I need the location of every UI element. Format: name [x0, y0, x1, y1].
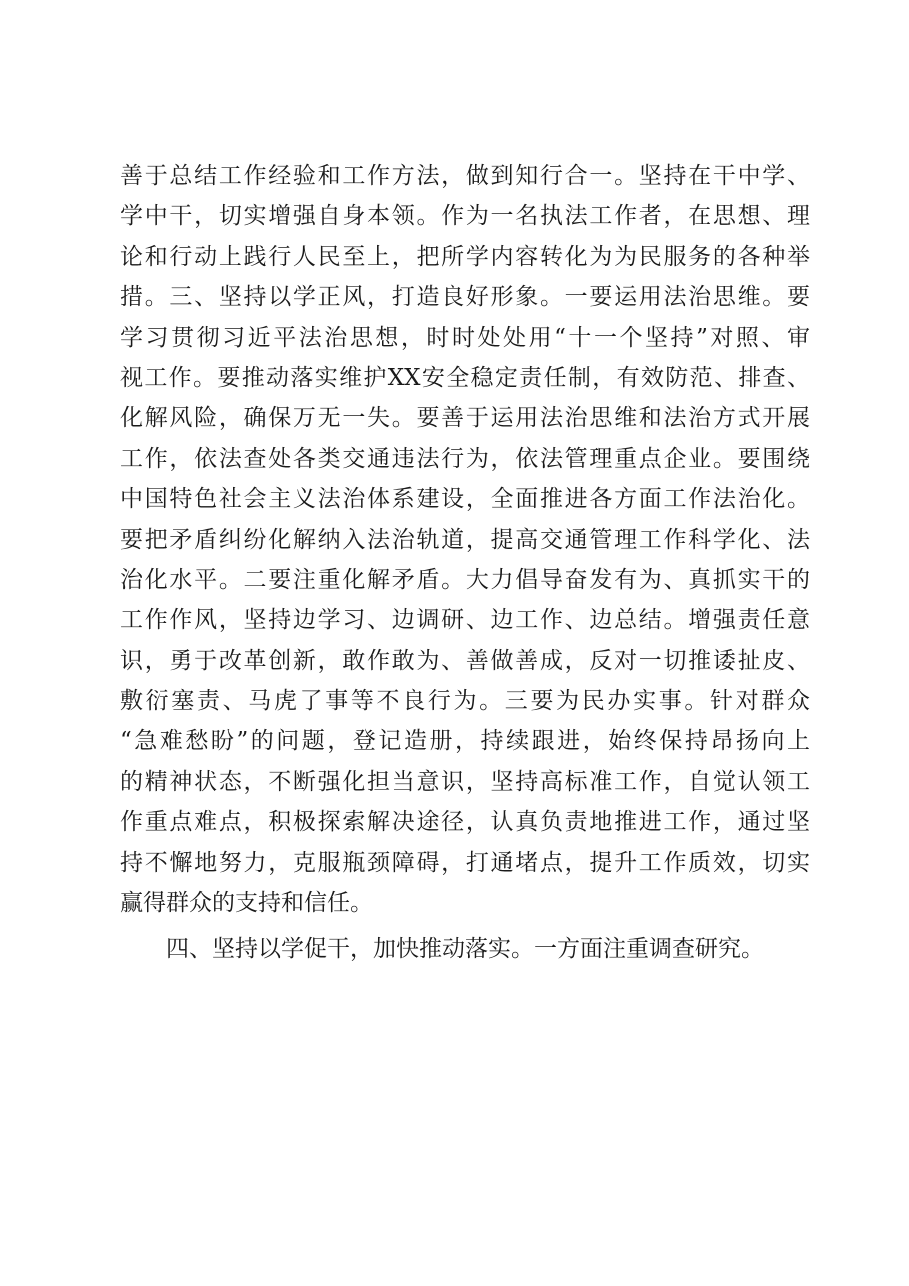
- text-line: 敷衍塞责、马虎了事等不良行为。三要为民办实事。针对群众: [120, 688, 810, 715]
- text-line: 工作，依法查处各类交通违法行为，依法管理重点企业。要围绕: [120, 445, 810, 472]
- text-line: 学习贯彻习近平法治思想，时时处处用“十一个坚持”对照、审: [120, 324, 810, 351]
- text-line: 四、坚持以学促干，加快推动落实。一方面注重调查研究。: [166, 936, 764, 963]
- text-line: 的精神状态，不断强化担当意识，坚持高标准工作，自觉认领工: [120, 768, 810, 795]
- text-line: 工作作风，坚持边学习、边调研、边工作、边总结。增强责任意: [120, 607, 810, 634]
- text-line: “急难愁盼”的问题，登记造册，持续跟进，始终保持昂扬向上: [120, 728, 810, 755]
- text-line: 学中干，切实增强自身本领。作为一名执法工作者，在思想、理: [120, 203, 810, 230]
- text-line: 视工作。要推动落实维护XX安全稳定责任制，有效防范、排查、: [120, 364, 810, 391]
- text-line: 论和行动上践行人民至上，把所学内容转化为为民服务的各种举: [120, 243, 810, 270]
- paragraph-1: [120, 156, 810, 923]
- text-line: 措。三、坚持以学正风，打造良好形象。一要运用法治思维。要: [120, 284, 810, 311]
- text-line: 持不懈地努力，克服瓶颈障碍，打通堵点，提升工作质效，切实: [120, 849, 810, 876]
- paragraph-2: [120, 923, 810, 975]
- text-line: 识，勇于改革创新，敢作敢为、善做善成，反对一切推诿扯皮、: [120, 647, 810, 674]
- text-line: 治化水平。二要注重化解矛盾。大力倡导奋发有为、真抓实干的: [120, 566, 810, 593]
- text-line: 化解风险，确保万无一失。要善于运用法治思维和法治方式开展: [120, 405, 810, 432]
- document-body: [120, 156, 810, 975]
- text-line: 作重点难点，积极探索解决途径，认真负责地推进工作，通过坚: [120, 809, 810, 836]
- text-line: 赢得群众的支持和信任。: [120, 890, 373, 917]
- text-line: 善于总结工作经验和工作方法，做到知行合一。坚持在干中学、: [120, 163, 810, 189]
- text-line: 中国特色社会主义法治体系建设，全面推进各方面工作法治化。: [120, 486, 810, 513]
- text-line: 要把矛盾纠纷化解纳入法治轨道，提高交通管理工作科学化、法: [120, 526, 810, 553]
